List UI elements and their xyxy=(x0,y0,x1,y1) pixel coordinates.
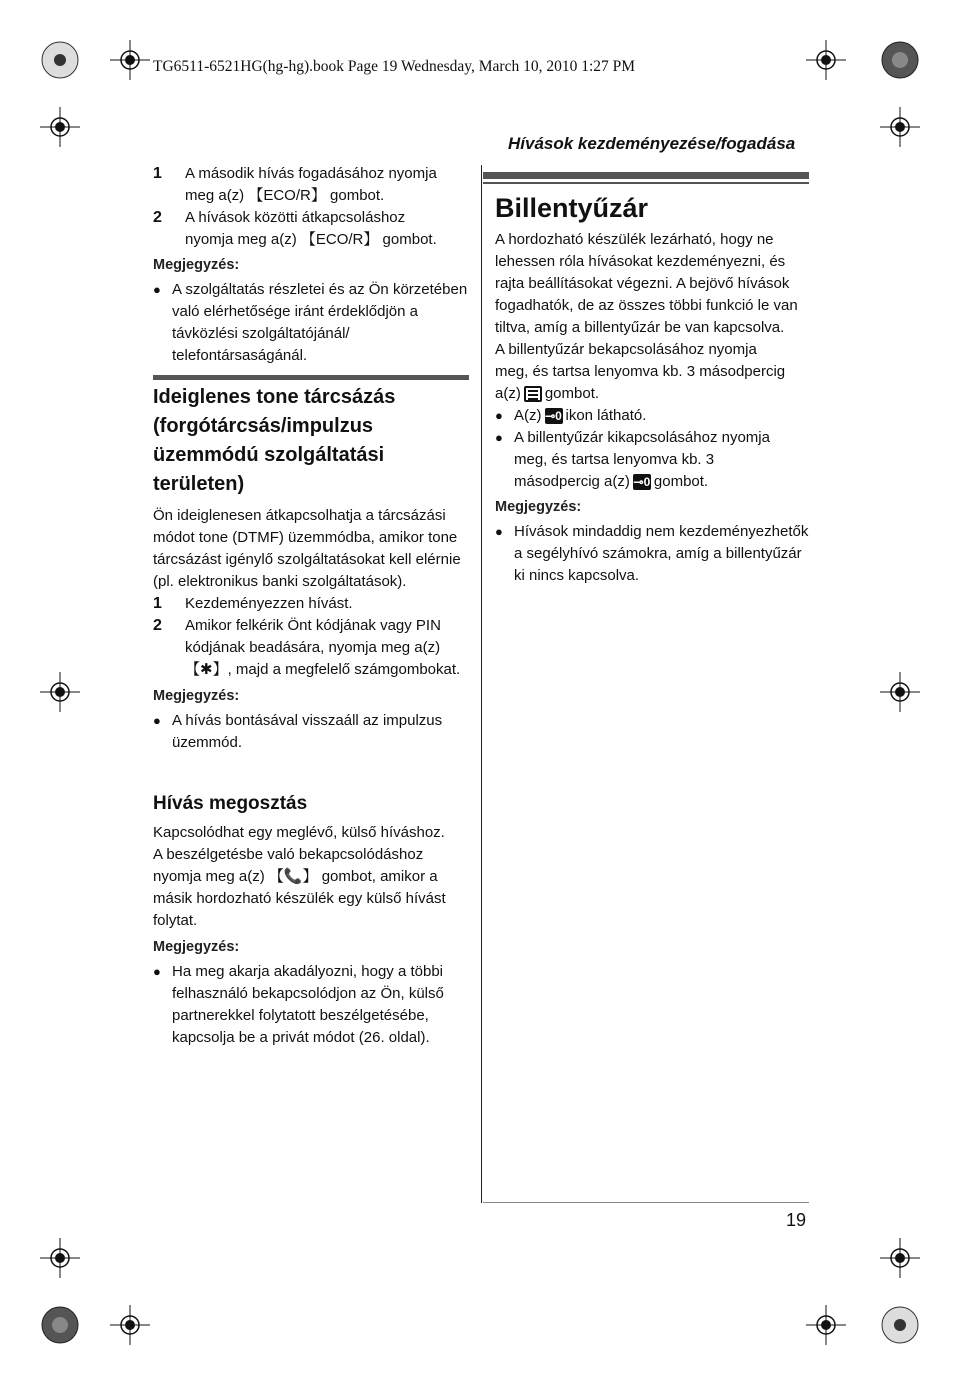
bullet-icon: ● xyxy=(495,408,503,423)
note-label: Megjegyzés: xyxy=(495,499,582,515)
paragraph: A hordozható készülék lezárható, hogy ne lehessen róla hívásokat kezdeményezni, és rajta beállításokat végezni. A bejövő hívások fogadhatók, de az összes többi funkció le van tiltva, amíg a billentyűzár be van kapcsolva. xyxy=(495,231,798,336)
crop-target-icon xyxy=(880,40,920,80)
note-text: Ha meg akarja akadályozni, hogy a többi felhasználó bekapcsolódjon az Ön, külső partnerekkel folytatott beszélgetésébe, kapcsolja be a privát módot (26. oldal). xyxy=(172,963,444,1046)
paragraph: folytat. xyxy=(153,912,198,929)
section-heading: üzemmódú szolgáltatási xyxy=(153,444,385,466)
section-heading: területen) xyxy=(153,473,245,495)
registration-mark-icon xyxy=(40,672,80,712)
bullet-text: meg, és tartsa lenyomva kb. 3 xyxy=(514,451,715,468)
footer-rule xyxy=(483,1202,809,1203)
registration-mark-icon xyxy=(40,107,80,147)
crop-target-icon xyxy=(40,40,80,80)
registration-mark-icon xyxy=(110,40,150,80)
crop-target-icon xyxy=(880,1305,920,1345)
column-divider xyxy=(481,165,482,1203)
paragraph: A billentyűzár bekapcsolásához nyomja xyxy=(495,341,757,358)
section-heading: Billentyűzár xyxy=(495,193,649,223)
bullet-icon: ● xyxy=(153,964,161,979)
step-text: meg a(z) 【ECO/R】 gombot. xyxy=(185,187,385,204)
section-header: Hívások kezdeményezése/fogadása xyxy=(508,134,796,153)
note-label: Megjegyzés: xyxy=(153,257,240,273)
step-number: 2 xyxy=(153,209,162,226)
paragraph: a(z) xyxy=(495,385,521,402)
tone-section xyxy=(153,383,468,754)
section-heading: Hívás megosztás xyxy=(153,793,308,814)
registration-mark-icon xyxy=(880,672,920,712)
step-text: Kezdeményezzen hívást. xyxy=(185,595,353,612)
note-text: A hívás bontásával visszaáll az impulzus üzemmód. xyxy=(172,712,443,751)
key-lock-icon: ⊸0 xyxy=(633,475,651,490)
paragraph: Kapcsolódhat egy meglévő, külső híváshoz. xyxy=(153,824,445,841)
note-label: Megjegyzés: xyxy=(153,939,240,955)
step-text: A hívások közötti átkapcsoláshoz xyxy=(185,209,406,226)
section-rule xyxy=(483,172,809,179)
registration-mark-icon xyxy=(110,1305,150,1345)
bullet-icon: ● xyxy=(495,430,503,445)
registration-mark-icon xyxy=(806,1305,846,1345)
book-header: TG6511-6521HG(hg-hg).book Page 19 Wednesday, March 10, 2010 1:27 PM xyxy=(153,58,636,75)
section-heading: Ideiglenes tone tárcsázás xyxy=(153,386,396,408)
crop-target-icon xyxy=(40,1305,80,1345)
key-lock-icon: ⊸0 xyxy=(545,409,562,424)
step-number: 2 xyxy=(153,617,162,634)
bullet-icon: ● xyxy=(495,524,503,539)
note-text: A szolgáltatás részletei és az Ön körzetében való elérhetősége iránt érdeklődjön a távközlési szolgáltatójánál/ telefontársaságánál. xyxy=(172,281,468,364)
bullet-text: A(z) xyxy=(514,407,542,424)
step-number: 1 xyxy=(153,165,162,182)
step-text: Amikor felkérik Önt kódjának vagy PIN xyxy=(185,617,441,634)
bullet-icon: ● xyxy=(153,282,161,297)
paragraph: Ön ideiglenesen átkapcsolhatja a tárcsázási módot tone (DTMF) üzemmódba, amikor tone tárcsázást igénylő szolgáltatásokat kell elérnie (pl. elektronikus banki szolgáltatások). xyxy=(153,507,461,590)
step-text: kódjának beadására, nyomja meg a(z) xyxy=(185,639,441,656)
call-share-section xyxy=(153,789,473,1049)
registration-mark-icon xyxy=(880,107,920,147)
registration-mark-icon xyxy=(806,40,846,80)
paragraph: nyomja meg a(z) 【📞】 gombot, amikor a xyxy=(153,868,438,885)
paragraph: meg, és tartsa lenyomva kb. 3 másodpercig xyxy=(495,363,786,380)
bullet-icon: ● xyxy=(153,713,161,728)
step-text: nyomja meg a(z) 【ECO/R】 gombot. xyxy=(185,231,437,248)
section-heading: (forgótárcsás/impulzus xyxy=(153,415,374,437)
step-text: A második hívás fogadásához nyomja xyxy=(185,165,437,182)
note-label: Megjegyzés: xyxy=(153,688,240,704)
bullet-text: másodpercig a(z) xyxy=(514,473,630,490)
paragraph: másik hordozható készülék egy külső hívást xyxy=(153,890,446,907)
left-column-top xyxy=(153,163,468,367)
registration-mark-icon xyxy=(880,1238,920,1278)
step-number: 1 xyxy=(153,595,162,612)
bullet-text: A billentyűzár kikapcsolásához nyomja xyxy=(514,429,770,446)
note-text: Hívások mindaddig nem kezdeményezhetők a segélyhívó számokra, amíg a billentyűzár ki nincs kapcsolva. xyxy=(514,523,809,584)
section-rule xyxy=(153,375,469,380)
page-number: 19 xyxy=(786,1210,807,1230)
registration-mark-icon xyxy=(40,1238,80,1278)
key-lock-section xyxy=(495,191,815,587)
bullet-text: ikon látható. xyxy=(565,407,647,424)
step-text: 【✱】, majd a megfelelő számgombokat. xyxy=(185,661,461,678)
section-rule-thin xyxy=(483,182,809,184)
paragraph: gombot. xyxy=(544,385,600,402)
bullet-text: gombot. xyxy=(653,473,709,490)
menu-key-icon xyxy=(524,386,542,402)
paragraph: A beszélgetésbe való bekapcsolódáshoz xyxy=(153,846,424,863)
